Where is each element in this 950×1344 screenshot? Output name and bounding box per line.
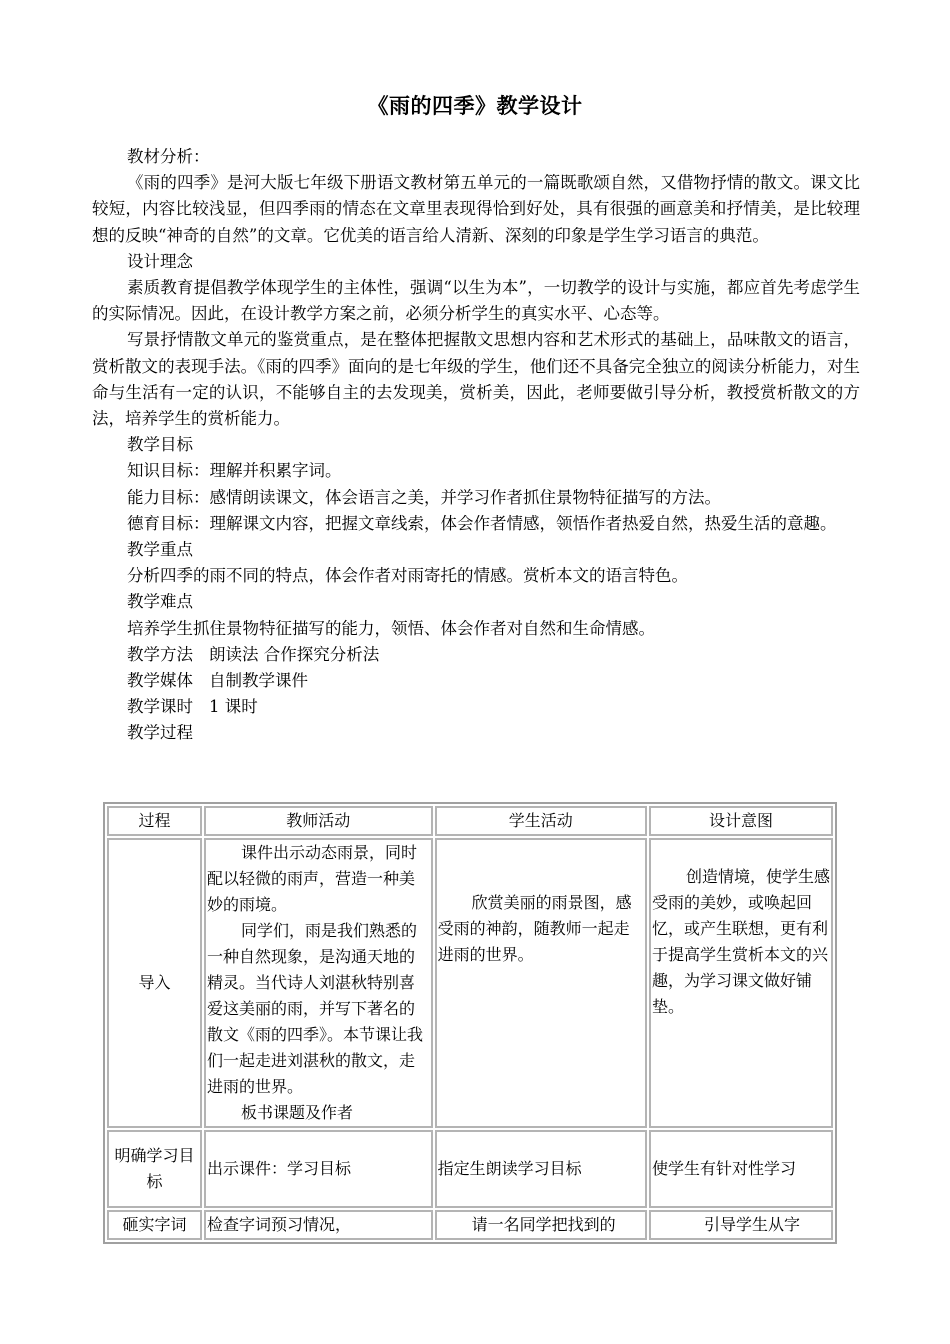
hours-line	[92, 694, 860, 720]
row-teacher-activity: 出示课件：学习目标	[204, 1130, 433, 1208]
media-line	[92, 668, 860, 694]
analysis-heading: 教材分析：	[127, 147, 210, 166]
hours-label: 教学课时	[127, 697, 193, 717]
intent-text: 创造情境，使学生感受雨的美妙，或唤起回忆，或产生联想，更有利于提高学生赏析本文的兴趣，为学习课文做好铺垫。	[651, 867, 830, 1016]
row-teacher-activity	[204, 838, 433, 1128]
row-stage: 明确学习目标	[107, 1130, 202, 1208]
row-design-intent: 引导学生从字	[649, 1210, 833, 1240]
concept-heading: 设计理念	[127, 251, 193, 271]
row-stage: 导入	[107, 838, 202, 1128]
teacher-text-1: 课件出示动态雨景，同时配以轻微的雨声，营造一种美妙的雨境。	[207, 843, 418, 914]
header-stage: 过程	[107, 806, 202, 836]
focus-heading: 教学重点	[127, 540, 193, 560]
row-student-activity: 请一名同学把找到的	[435, 1210, 647, 1240]
teacher-text-3: 板书课题及作者	[241, 1103, 354, 1122]
student-text: 欣赏美丽的雨景图，感受雨的神韵，随教师一起走进雨的世界。	[437, 893, 632, 964]
analysis-paragraph: 《雨的四季》是河大版七年级下册语文教材第五单元的一篇既歌颂自然，又借物抒情的散文。课文比较短，内容比较浅显，但四季雨的情态在文章里表现得恰到好处，具有很强的画意美和抒情美，是比较理想的反映“神奇的自然”的文章。它优美的语言给人清新、深刻的印象是学生学习语言的典范。	[92, 173, 860, 245]
row-stage: 砸实字词	[107, 1210, 202, 1240]
document-title: 《雨的四季》教学设计	[367, 93, 583, 118]
goals-heading: 教学目标	[127, 435, 193, 455]
method-label: 教学方法	[127, 644, 193, 664]
row-design-intent: 使学生有针对性学习	[649, 1130, 833, 1208]
goal-ability: 能力目标：感情朗读课文，体会语言之美，并学习作者抓住景物特征描写的方法。	[127, 487, 721, 507]
media-label: 教学媒体	[127, 671, 193, 691]
concept-paragraph-1: 素质教育提倡教学体现学生的主体性，强调“以生为本”，一切教学的设计与实施，都应首先考虑学生的实际情况。因此，在设计教学方案之前，必须分析学生的真实水平、心态等。	[92, 278, 860, 324]
row-student-activity: 指定生朗读学习目标	[435, 1130, 647, 1208]
method-value: 朗读法 合作探究分析法	[209, 644, 380, 664]
goal-moral: 德育目标：理解课文内容，把握文章线索，体会作者情感，领悟作者热爱自然，热爱生活的意趣。	[127, 513, 837, 533]
media-value: 自制教学课件	[209, 671, 308, 691]
focus-text: 分析四季的雨不同的特点，体会作者对雨寄托的情感。赏析本文的语言特色。	[127, 566, 688, 586]
header-teacher-activity: 教师活动	[204, 806, 433, 836]
method-line	[92, 642, 860, 668]
process-heading: 教学过程	[127, 723, 193, 743]
table-row	[107, 1210, 833, 1240]
table-row	[107, 1130, 833, 1208]
row-student-activity	[435, 838, 647, 1128]
document-body	[92, 144, 860, 747]
concept-paragraph-2: 写景抒情散文单元的鉴赏重点，是在整体把握散文思想内容和艺术形式的基础上，品味散文的语言，赏析散文的表现手法。《雨的四季》面向的是七年级的学生，他们还不具备完全独立的阅读分析能力，对生命与生活有一定的认识，不能够自主的去发现美，赏析美，因此，老师要做引导分析，教授赏析散文的方法，培养学生的赏析能力。	[92, 330, 860, 429]
hours-value: 1 课时	[209, 697, 258, 717]
goal-knowledge: 知识目标：理解并积累字词。	[127, 461, 342, 481]
row-teacher-activity: 检查字词预习情况，	[204, 1210, 433, 1240]
header-student-activity: 学生活动	[435, 806, 647, 836]
header-design-intent: 设计意图	[649, 806, 833, 836]
table-row	[107, 838, 833, 1128]
difficulty-heading: 教学难点	[127, 592, 193, 612]
table-header-row	[107, 806, 833, 836]
row-design-intent	[649, 838, 833, 1128]
process-table	[103, 802, 837, 1244]
difficulty-text: 培养学生抓住景物特征描写的能力，领悟、体会作者对自然和生命情感。	[127, 618, 655, 638]
teacher-text-2: 同学们，雨是我们熟悉的一种自然现象，是沟通天地的精灵。当代诗人刘湛秋特别喜爱这美丽的雨，并写下著名的散文《雨的四季》。本节课让我们一起走进刘湛秋的散文，走进雨的世界。	[207, 921, 424, 1096]
